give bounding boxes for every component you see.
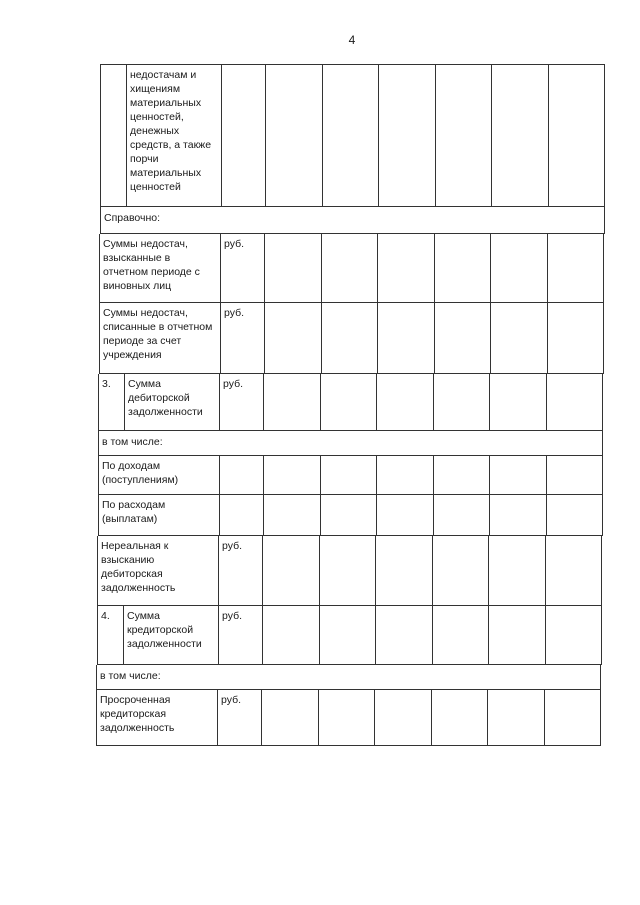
value-cell [264, 456, 321, 494]
table-row [98, 431, 603, 456]
value-cell [433, 536, 490, 605]
value-cell [547, 374, 603, 430]
unit-cell: руб. [218, 690, 262, 745]
table-row [99, 234, 604, 303]
value-cell [377, 456, 434, 494]
value-cell [548, 234, 604, 302]
value-cell [489, 606, 546, 664]
value-cell [265, 234, 322, 302]
table-row [97, 606, 602, 665]
value-cell [322, 234, 379, 302]
table-row [96, 690, 601, 746]
row-label: По расходам (выплатам) [99, 495, 220, 535]
value-cell [321, 495, 378, 535]
table-row [99, 303, 604, 374]
value-cell [266, 65, 323, 206]
table-block-payables [97, 536, 602, 665]
value-cell [265, 303, 322, 373]
value-cell [263, 536, 320, 605]
value-cell [320, 606, 377, 664]
value-cell [264, 374, 321, 430]
value-cell [492, 65, 549, 206]
value-cell [490, 374, 547, 430]
value-cell [546, 536, 602, 605]
value-cell [549, 65, 605, 206]
value-cell [434, 456, 491, 494]
unit-cell: руб. [219, 606, 263, 664]
value-cell [375, 690, 432, 745]
value-cell [488, 690, 545, 745]
table-block-reference [99, 234, 604, 374]
value-cell [490, 495, 547, 535]
value-cell [433, 606, 490, 664]
table-row [98, 495, 603, 536]
table-row [98, 374, 603, 431]
table-block-receivables [98, 374, 603, 536]
value-cell [320, 536, 377, 605]
unit-cell: руб. [219, 536, 263, 605]
table-block-shortages [100, 64, 605, 234]
row-number: 4. [98, 606, 124, 664]
value-cell [321, 374, 378, 430]
value-cell [545, 690, 601, 745]
unit-cell: руб. [221, 234, 265, 302]
value-cell [436, 65, 493, 206]
value-cell [547, 495, 603, 535]
row-label: Нереальная к взысканию дебиторская задолженность [98, 536, 219, 605]
value-cell [491, 234, 548, 302]
value-cell [323, 65, 380, 206]
table-row [97, 536, 602, 606]
unit-cell [222, 65, 266, 206]
report-table [100, 64, 605, 746]
table-row [100, 64, 605, 207]
value-cell [377, 495, 434, 535]
row-label: Просроченная кредиторская задолженность [97, 690, 218, 745]
value-cell [376, 536, 433, 605]
value-cell [547, 456, 603, 494]
value-cell [489, 536, 546, 605]
table-row [96, 665, 601, 690]
value-cell [264, 495, 321, 535]
table-row [100, 207, 605, 234]
row-label: Сумма кредиторской задолженности [124, 606, 219, 664]
unit-cell: руб. [221, 303, 265, 373]
table-block-overdue [96, 665, 601, 746]
row-number-cell [101, 65, 127, 206]
row-label: Суммы недостач, списанные в отчетном периоде за счет учреждения [100, 303, 221, 373]
section-label: в том числе: [102, 436, 163, 448]
value-cell [376, 606, 433, 664]
unit-cell: руб. [220, 374, 264, 430]
value-cell [378, 234, 435, 302]
value-cell [321, 456, 378, 494]
value-cell [434, 495, 491, 535]
value-cell [379, 65, 436, 206]
table-row [98, 456, 603, 495]
unit-cell [220, 495, 264, 535]
row-label: Суммы недостач, взысканные в отчетном периоде с виновных лиц [100, 234, 221, 302]
value-cell [490, 456, 547, 494]
value-cell [319, 690, 376, 745]
value-cell [377, 374, 434, 430]
unit-cell [220, 456, 264, 494]
value-cell [434, 374, 491, 430]
value-cell [263, 606, 320, 664]
row-label: По доходам (поступлениям) [99, 456, 220, 494]
page-number: 4 [348, 33, 356, 47]
value-cell [322, 303, 379, 373]
row-label: недостачам и хищениям материальных ценностей, денежных средств, а также порчи материальных ценностей [127, 65, 222, 206]
section-label: в том числе: [100, 670, 161, 682]
value-cell [491, 303, 548, 373]
value-cell [435, 234, 492, 302]
value-cell [432, 690, 489, 745]
value-cell [548, 303, 604, 373]
value-cell [378, 303, 435, 373]
row-number: 3. [99, 374, 125, 430]
value-cell [262, 690, 319, 745]
section-label: Справочно: [104, 212, 161, 224]
value-cell [546, 606, 602, 664]
value-cell [435, 303, 492, 373]
row-label: Сумма дебиторской задолженности [125, 374, 220, 430]
